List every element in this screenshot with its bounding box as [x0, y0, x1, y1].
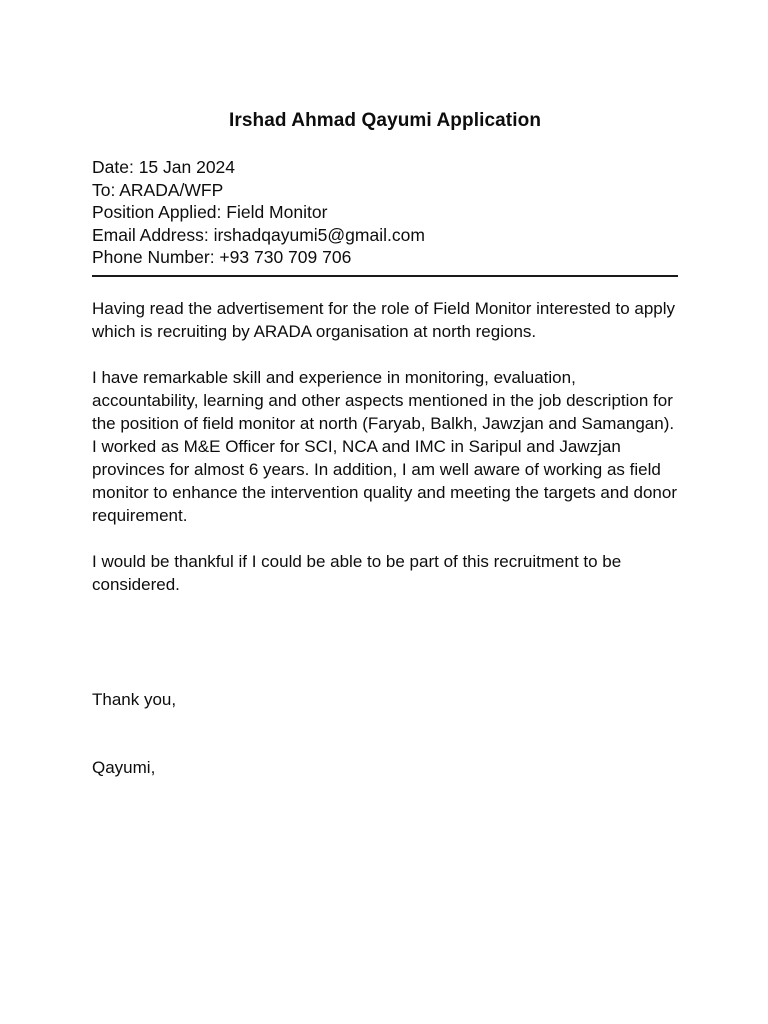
meta-position-applied: Position Applied: Field Monitor: [92, 202, 328, 222]
letter-header-block: [92, 156, 678, 277]
meta-phone-number: Phone Number: +93 730 709 706: [92, 247, 352, 267]
signoff-thanks: Thank you,: [92, 689, 177, 709]
meta-email-address: Email Address: irshadqayumi5@gmail.com: [92, 224, 425, 245]
meta-date: Date: 15 Jan 2024: [92, 157, 236, 177]
letter-signoff: [92, 688, 678, 779]
letter-body: [92, 297, 678, 596]
document-content: [92, 0, 678, 779]
body-paragraph-2: I have remarkable skill and experience in monitoring, evaluation, accountability, learning and other aspects mentioned in the job description for the position of field monitor at north (Faryab, Balkh, Jawzjan and Samangan). I worked as M&E Officer for SCI, NCA and IMC in Saripul and Jawzjan provinces for almost 6 years. In addition, I am well aware of working as field monitor to enhance the intervention quality and meeting the targets and donor requirement.: [92, 367, 677, 525]
body-paragraph-1: Having read the advertisement for the role of Field Monitor interested to apply which is recruiting by ARADA organisation at north regions.: [92, 298, 676, 341]
signoff-name: Qayumi,: [92, 757, 156, 777]
page-title: Irshad Ahmad Qayumi Application: [228, 110, 542, 131]
body-paragraph-3: I would be thankful if I could be able to be part of this recruitment to be considered.: [92, 551, 622, 594]
meta-recipient: To: ARADA/WFP: [92, 179, 224, 200]
